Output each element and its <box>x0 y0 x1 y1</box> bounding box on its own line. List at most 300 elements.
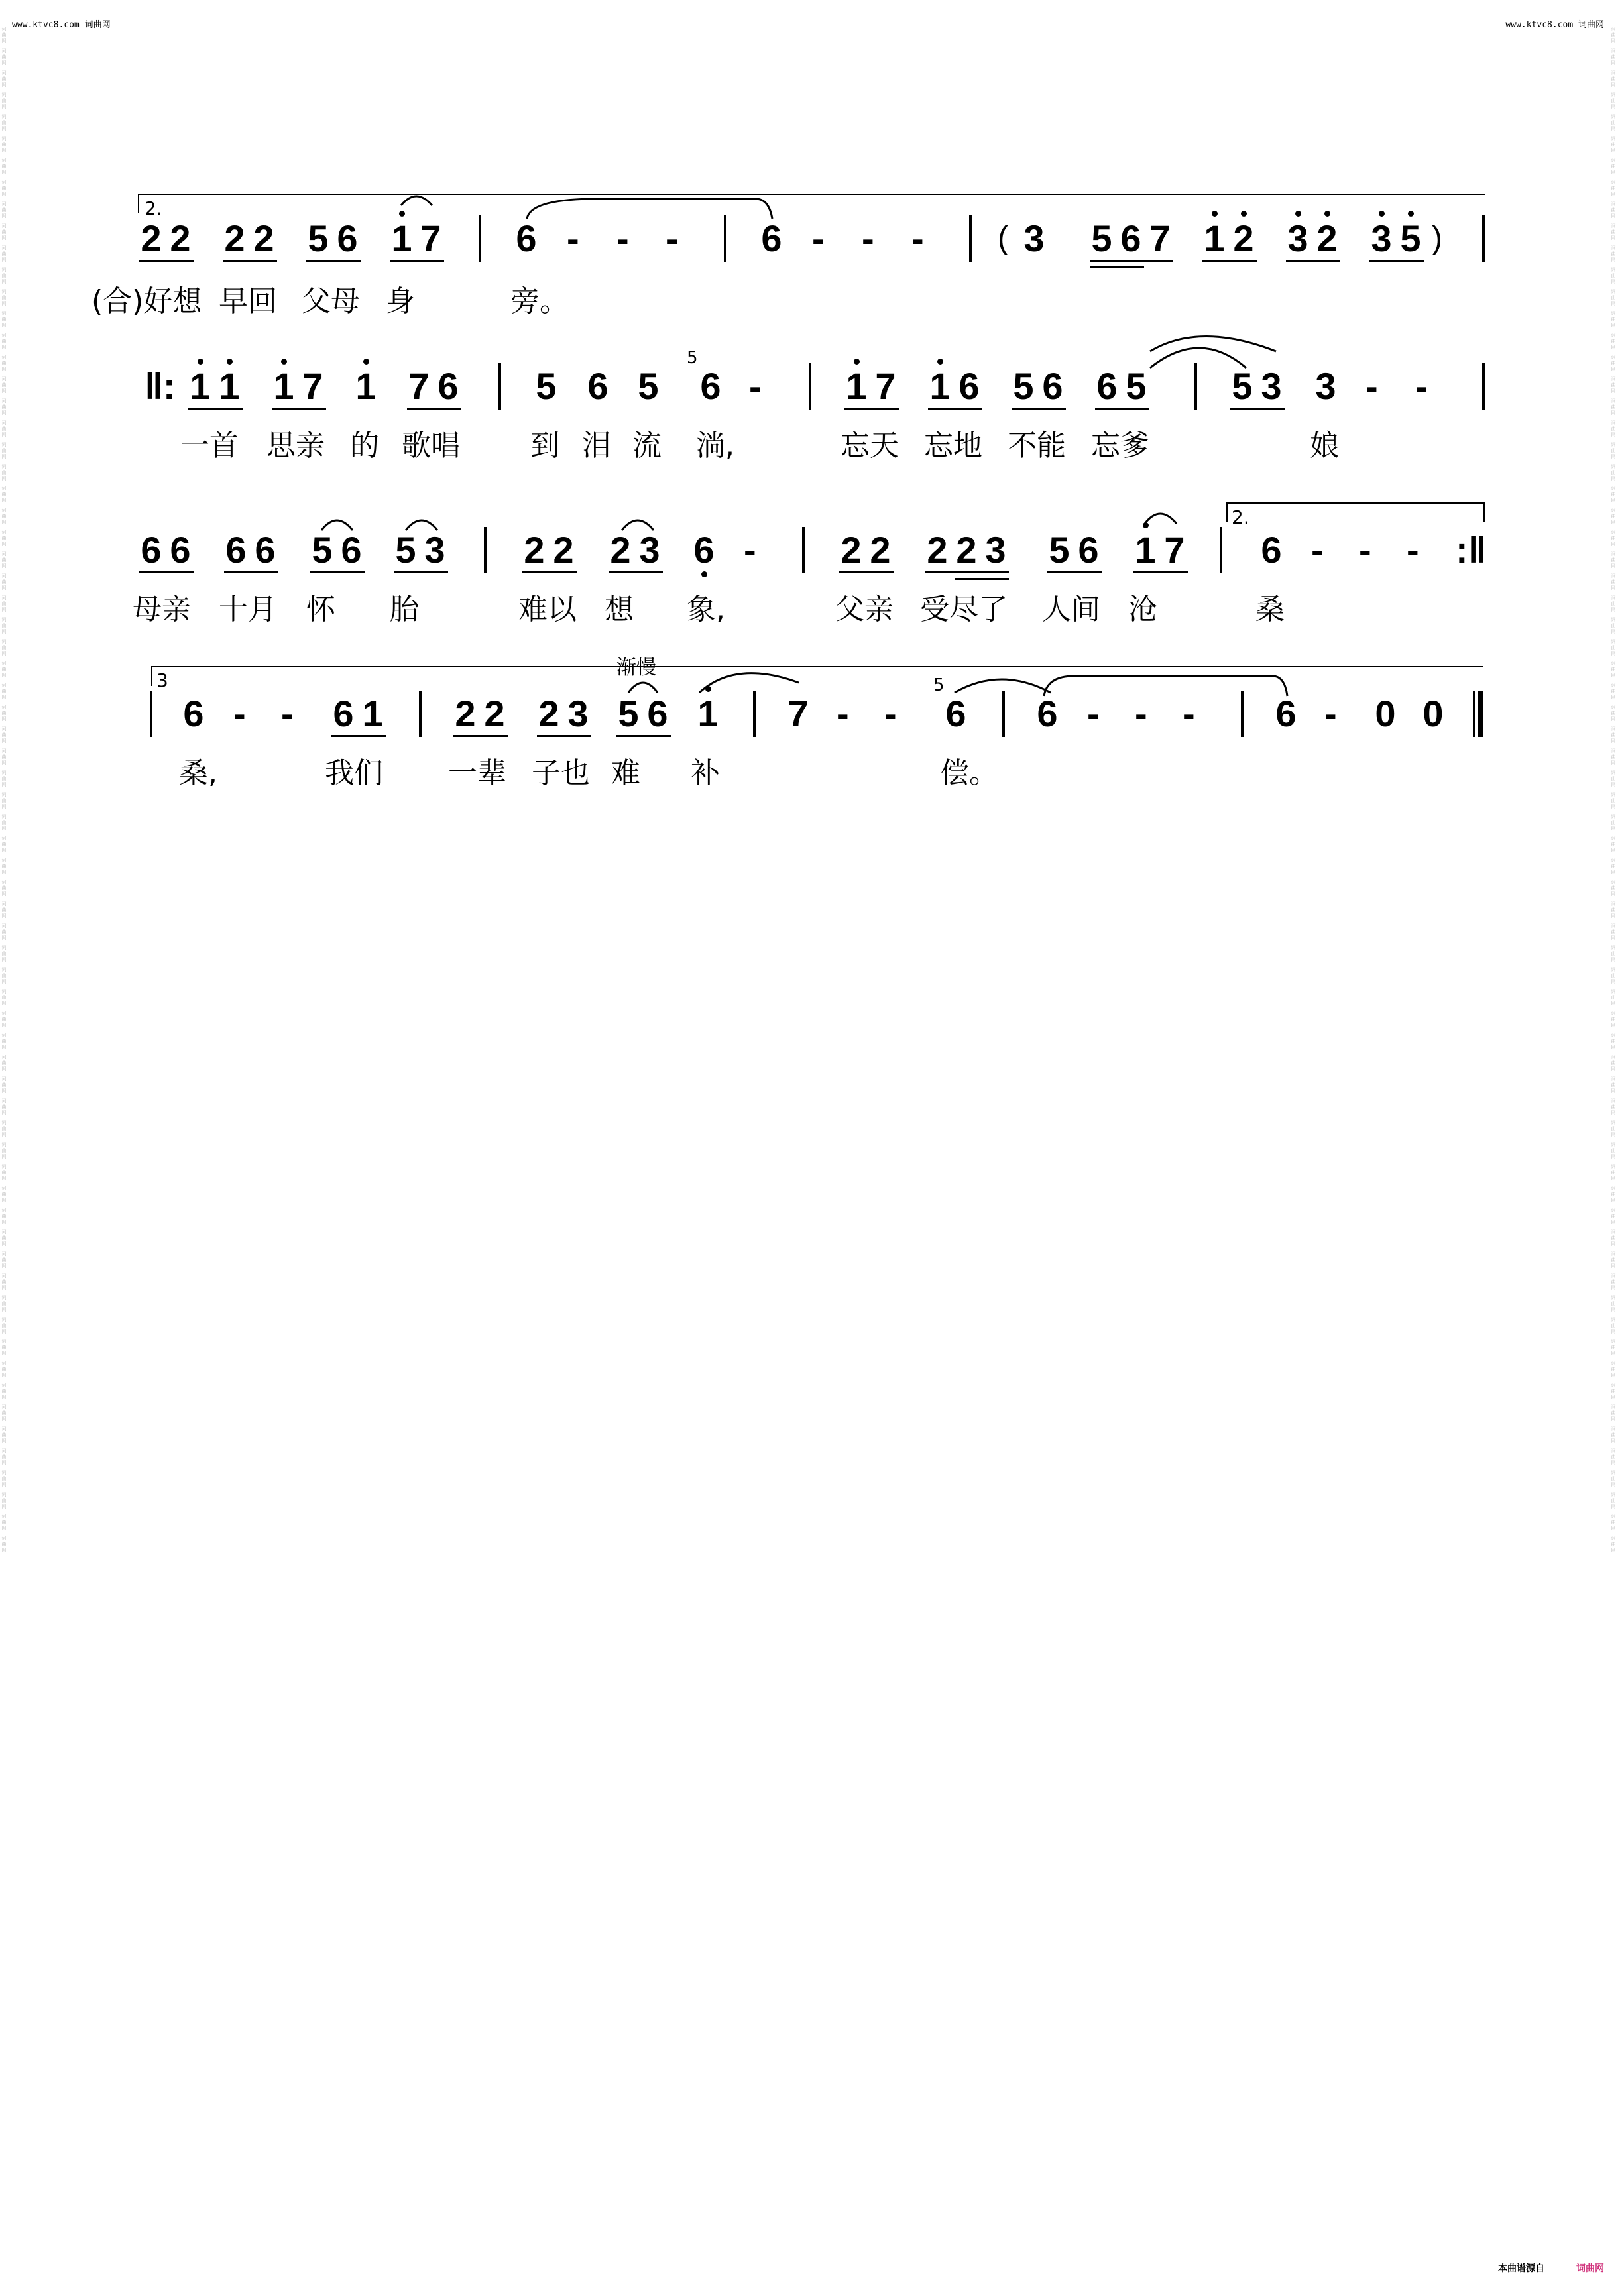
note: 6 <box>1275 693 1297 734</box>
dash: - <box>1407 529 1419 571</box>
high-octave-dot <box>227 359 233 365</box>
high-octave-dot <box>705 686 711 692</box>
side-watermark-mark: 词曲网 <box>1611 573 1616 591</box>
note: 3 <box>1371 217 1392 259</box>
side-watermark-mark: 词曲网 <box>1 1426 7 1444</box>
side-watermark-mark: 词曲网 <box>1 551 7 569</box>
side-watermark-mark: 词曲网 <box>1 792 7 809</box>
side-watermark-mark: 词曲网 <box>1 223 7 241</box>
lyric: 桑 <box>1255 593 1285 626</box>
side-watermark-mark: 词曲网 <box>1611 683 1616 700</box>
note: 6 <box>333 693 354 734</box>
lyric: 想 <box>605 593 634 626</box>
note: 7 <box>420 217 441 259</box>
side-watermark-mark: 词曲网 <box>1 1033 7 1050</box>
side-watermark-mark: 词曲网 <box>1 289 7 306</box>
side-watermark-mark: 词曲网 <box>1 1273 7 1290</box>
lyric: 娘 <box>1310 429 1339 463</box>
barline <box>1002 691 1005 737</box>
lyric: 我们 <box>325 756 383 790</box>
lyric: 怀 <box>306 593 335 626</box>
lyric: (合)好想 <box>91 284 202 318</box>
lyric: 歌唱 <box>402 429 460 463</box>
eighth-beam <box>1047 571 1102 573</box>
barline <box>498 363 501 410</box>
note: 3 <box>1261 365 1282 407</box>
side-watermark-mark: 词曲网 <box>1611 27 1616 44</box>
dash: - <box>567 217 579 259</box>
side-watermark-mark: 词曲网 <box>1 48 7 66</box>
side-watermark-mark: 词曲网 <box>1 464 7 481</box>
barline <box>479 215 481 262</box>
side-watermark-mark: 词曲网 <box>1611 1164 1616 1181</box>
grace-note: 5 <box>687 348 698 368</box>
side-watermark-mark: 词曲网 <box>1611 1404 1616 1422</box>
eighth-beam <box>139 260 194 262</box>
note: 7 <box>1164 529 1185 571</box>
barline <box>484 527 487 573</box>
lyric: 父母 <box>302 284 360 318</box>
note: 0 <box>1375 693 1396 734</box>
side-watermark-mark: 词曲网 <box>1611 420 1616 437</box>
lyric: 父亲 <box>835 593 894 626</box>
side-watermark-mark: 词曲网 <box>1 705 7 722</box>
side-watermark-mark: 词曲网 <box>1611 989 1616 1006</box>
dash: - <box>666 217 679 259</box>
high-octave-dot <box>937 359 943 365</box>
eighth-beam <box>522 571 577 573</box>
lyric: 难以 <box>518 593 577 626</box>
eighth-beam <box>1202 260 1257 262</box>
high-octave-dot <box>854 359 860 365</box>
side-watermark-mark: 词曲网 <box>1 311 7 328</box>
side-watermark-mark: 词曲网 <box>1 880 7 897</box>
side-watermark-mark: 词曲网 <box>1 1208 7 1225</box>
eighth-beam <box>223 260 277 262</box>
note: 7 <box>875 365 896 407</box>
lyric: 一辈 <box>448 756 506 790</box>
note: 3 <box>985 529 1006 571</box>
note: 5 <box>1013 365 1034 407</box>
note: 6 <box>958 365 980 407</box>
note: 5 <box>618 693 639 734</box>
high-octave-dot <box>363 359 369 365</box>
volta-bracket-2-system3 <box>1226 502 1485 522</box>
side-watermark-mark: 词曲网 <box>1611 333 1616 350</box>
side-watermark-mark: 词曲网 <box>1611 639 1616 656</box>
note: 6 <box>170 529 191 571</box>
eighth-beam <box>1369 260 1424 262</box>
note: 5 <box>1400 217 1421 259</box>
side-watermark-mark: 词曲网 <box>1611 508 1616 525</box>
high-octave-dot <box>1324 211 1330 217</box>
slur-7 <box>1145 514 1177 524</box>
side-watermark-mark: 词曲网 <box>1 201 7 219</box>
side-watermark-mark: 词曲网 <box>1 1361 7 1378</box>
sixteenth-beam <box>1090 266 1144 268</box>
side-watermark-mark: 词曲网 <box>1611 1120 1616 1137</box>
note: 2 <box>553 529 574 571</box>
eighth-beam <box>1133 571 1188 573</box>
dash: - <box>233 693 246 734</box>
note: 2 <box>1233 217 1254 259</box>
side-watermark-mark: 词曲网 <box>1611 1317 1616 1334</box>
lyric: 思亲 <box>266 429 325 463</box>
side-watermark-mark: 词曲网 <box>1611 748 1616 766</box>
note: 5 <box>312 529 333 571</box>
eighth-beam <box>1090 260 1173 262</box>
side-watermark-mark: 词曲网 <box>1 420 7 437</box>
dash: - <box>1311 529 1324 571</box>
side-watermark-mark: 词曲网 <box>1611 311 1616 328</box>
side-watermark-mark: 词曲网 <box>1 1404 7 1422</box>
barline <box>724 215 726 262</box>
note: 6 <box>700 365 721 407</box>
note: 7 <box>302 365 323 407</box>
footer-site-link[interactable]: 词曲网 <box>1576 2263 1604 2274</box>
side-watermark-mark: 词曲网 <box>1611 245 1616 262</box>
side-watermark-mark: 词曲网 <box>1611 792 1616 809</box>
side-watermark-mark: 词曲网 <box>1 1339 7 1356</box>
side-watermark-mark: 词曲网 <box>1611 595 1616 612</box>
side-watermark-mark: 词曲网 <box>1611 1426 1616 1444</box>
side-watermark-mark: 词曲网 <box>1 1536 7 1553</box>
side-watermark-mark: 词曲网 <box>1611 1514 1616 1531</box>
lyric: 不能 <box>1008 429 1066 463</box>
barline <box>1482 363 1485 410</box>
side-watermark-mark: 词曲网 <box>1611 814 1616 831</box>
note: 6 <box>437 365 459 407</box>
side-watermark-mark: 词曲网 <box>1611 267 1616 284</box>
eighth-beam <box>925 571 1009 573</box>
note: 6 <box>225 529 247 571</box>
sixteenth-beam <box>955 578 1009 580</box>
dash: - <box>1359 529 1371 571</box>
side-watermark-mark: 词曲网 <box>1611 705 1616 722</box>
eighth-beam <box>272 408 326 410</box>
side-watermark-mark: 词曲网 <box>1 683 7 700</box>
side-watermark-mark: 词曲网 <box>1611 1208 1616 1225</box>
side-watermark-mark: 词曲网 <box>1611 355 1616 372</box>
high-octave-dot <box>399 211 405 217</box>
volta-bracket-3-system4 <box>151 666 1483 686</box>
side-watermark-mark: 词曲网 <box>1 1514 7 1531</box>
side-watermark-mark: 词曲网 <box>1 1098 7 1115</box>
side-watermark-mark: 词曲网 <box>1611 530 1616 547</box>
lyric: 补 <box>691 756 720 790</box>
side-watermark-mark: 词曲网 <box>1 945 7 962</box>
side-watermark-mark: 词曲网 <box>1 967 7 984</box>
note: 1 <box>355 365 377 407</box>
note: 6 <box>1120 217 1141 259</box>
note: 1 <box>846 365 867 407</box>
high-octave-dot <box>1212 211 1218 217</box>
side-watermark-mark: 词曲网 <box>1 923 7 941</box>
note: 5 <box>1049 529 1070 571</box>
lyric: 身 <box>386 284 415 318</box>
lyric: 子也 <box>532 756 590 790</box>
note: 6 <box>183 693 204 734</box>
dash: - <box>862 217 874 259</box>
side-watermark-mark: 词曲网 <box>1611 1076 1616 1094</box>
side-watermark-mark: 词曲网 <box>1 639 7 656</box>
barline <box>1241 691 1244 737</box>
note: 2 <box>455 693 476 734</box>
side-watermark-right <box>1609 27 1617 2271</box>
side-watermark-mark: 词曲网 <box>1611 1055 1616 1072</box>
side-watermark-mark: 词曲网 <box>1611 1033 1616 1050</box>
lyric: 到 <box>530 429 559 463</box>
note: 1 <box>1204 217 1225 259</box>
side-watermark-mark: 词曲网 <box>1 245 7 262</box>
side-watermark-mark: 词曲网 <box>1 836 7 853</box>
side-watermark-mark: 词曲网 <box>1 1251 7 1269</box>
dash: - <box>837 693 849 734</box>
side-watermark-mark: 词曲网 <box>1611 376 1616 394</box>
side-watermark-mark: 词曲网 <box>1611 442 1616 459</box>
side-watermark-mark: 词曲网 <box>1611 1229 1616 1247</box>
side-watermark-mark: 词曲网 <box>1 70 7 87</box>
barline <box>1194 363 1197 410</box>
barline <box>802 527 805 573</box>
side-watermark-mark: 词曲网 <box>1611 92 1616 109</box>
note: 6 <box>693 529 715 571</box>
side-watermark-mark: 词曲网 <box>1 1055 7 1072</box>
note: 1 <box>1135 529 1156 571</box>
side-watermark-mark: 词曲网 <box>1611 880 1616 897</box>
side-watermark-mark: 词曲网 <box>1 486 7 503</box>
note: 5 <box>1126 365 1147 407</box>
note: 2 <box>253 217 274 259</box>
barline <box>969 215 972 262</box>
eighth-beam <box>407 408 461 410</box>
header-site-left: www.ktvc8.com 词曲网 <box>12 20 111 30</box>
side-watermark-mark: 词曲网 <box>1 1142 7 1159</box>
note: 5 <box>1091 217 1112 259</box>
note: 2 <box>224 217 245 259</box>
lyric: 人间 <box>1042 593 1100 626</box>
side-watermark-mark: 词曲网 <box>1 27 7 44</box>
note: 3 <box>639 529 660 571</box>
note: 3 <box>567 693 589 734</box>
note: 5 <box>1232 365 1253 407</box>
side-watermark-mark: 词曲网 <box>1 442 7 459</box>
side-watermark-left <box>0 27 8 2271</box>
lyric: 早回 <box>219 284 277 318</box>
note: 7 <box>787 693 809 734</box>
note: 5 <box>536 365 557 407</box>
side-watermark-mark: 词曲网 <box>1611 114 1616 131</box>
lyric: 泪 <box>582 429 611 463</box>
lyric: 受尽了 <box>920 593 1008 626</box>
high-octave-dot <box>1143 522 1149 528</box>
note: 6 <box>1078 529 1099 571</box>
eighth-beam <box>1095 408 1149 410</box>
lyric: 胎 <box>390 593 419 626</box>
dash: - <box>884 693 897 734</box>
note: 6 <box>647 693 668 734</box>
volta-label-2: 2. <box>1232 506 1249 528</box>
side-watermark-mark: 词曲网 <box>1611 1251 1616 1269</box>
side-watermark-mark: 词曲网 <box>1611 48 1616 66</box>
side-watermark-mark: 词曲网 <box>1611 223 1616 241</box>
high-octave-dot <box>198 359 203 365</box>
header-site-right: www.ktvc8.com 词曲网 <box>1505 20 1604 30</box>
note: 6 <box>945 693 966 734</box>
side-watermark-mark: 词曲网 <box>1 180 7 197</box>
side-watermark-mark: 词曲网 <box>1 376 7 394</box>
note: 6 <box>337 217 358 259</box>
eighth-beam <box>609 571 663 573</box>
side-watermark-mark: 词曲网 <box>1 508 7 525</box>
note: 2 <box>141 217 162 259</box>
lyric: 难 <box>611 756 640 790</box>
barline <box>1482 215 1485 262</box>
side-watermark-mark: 词曲网 <box>1611 1448 1616 1465</box>
side-watermark-mark: 词曲网 <box>1611 158 1616 175</box>
note: 2 <box>538 693 559 734</box>
side-watermark-mark: 词曲网 <box>1 355 7 372</box>
lyric: 偿。 <box>940 756 998 790</box>
eighth-beam <box>331 735 386 737</box>
side-watermark-mark: 词曲网 <box>1 770 7 787</box>
note: 6 <box>516 217 537 259</box>
side-watermark-mark: 词曲网 <box>1 1186 7 1203</box>
dash: - <box>812 217 825 259</box>
repeat-start: ‖: <box>145 365 176 407</box>
footer-source-label: 本曲谱源自 <box>1498 2263 1544 2274</box>
volta-label-3: 3 <box>156 669 168 691</box>
lyric: 流 <box>632 429 662 463</box>
side-watermark-mark: 词曲网 <box>1611 464 1616 481</box>
side-watermark-mark: 词曲网 <box>1611 1361 1616 1378</box>
note: 2 <box>956 529 977 571</box>
eighth-beam <box>537 735 591 737</box>
side-watermark-mark: 词曲网 <box>1 114 7 131</box>
high-octave-dot <box>1408 211 1414 217</box>
note: 5 <box>638 365 659 407</box>
note: 2 <box>524 529 545 571</box>
side-watermark-mark: 词曲网 <box>1611 770 1616 787</box>
dash: - <box>281 693 294 734</box>
note: 3 <box>1287 217 1308 259</box>
note: 2 <box>870 529 891 571</box>
lyric: 十月 <box>219 593 277 626</box>
dash: - <box>616 217 629 259</box>
high-octave-dot <box>1241 211 1247 217</box>
dash: - <box>1415 365 1428 407</box>
side-watermark-mark: 词曲网 <box>1 726 7 744</box>
note: 7 <box>408 365 430 407</box>
note: 6 <box>1037 693 1058 734</box>
eighth-beam <box>390 260 444 262</box>
side-watermark-mark: 词曲网 <box>1611 1295 1616 1312</box>
slur-3 <box>1150 337 1276 352</box>
side-watermark-mark: 词曲网 <box>1611 1142 1616 1159</box>
dash: - <box>911 217 924 259</box>
high-octave-dot <box>1295 211 1301 217</box>
note: 0 <box>1422 693 1444 734</box>
side-watermark-mark: 词曲网 <box>1611 398 1616 416</box>
side-watermark-mark: 词曲网 <box>1 92 7 109</box>
eighth-beam <box>310 571 365 573</box>
side-watermark-mark: 词曲网 <box>1611 1186 1616 1203</box>
note: 1 <box>219 365 240 407</box>
eighth-beam <box>394 571 448 573</box>
side-watermark-mark: 词曲网 <box>1611 923 1616 941</box>
note: 6 <box>255 529 276 571</box>
side-watermark-mark: 词曲网 <box>1611 180 1616 197</box>
side-watermark-mark: 词曲网 <box>1611 486 1616 503</box>
dash: - <box>744 529 756 571</box>
note: 2 <box>841 529 862 571</box>
side-watermark-mark: 词曲网 <box>1611 1098 1616 1115</box>
note: 1 <box>362 693 383 734</box>
grace-note: 5 <box>933 675 945 695</box>
side-watermark-mark: 词曲网 <box>1611 945 1616 962</box>
side-watermark-mark: 词曲网 <box>1 158 7 175</box>
dash: - <box>749 365 762 407</box>
side-watermark-mark: 词曲网 <box>1611 1470 1616 1487</box>
side-watermark-mark: 词曲网 <box>1 136 7 153</box>
note: 3 <box>1315 365 1336 407</box>
side-watermark-mark: 词曲网 <box>1611 967 1616 984</box>
side-watermark-mark: 词曲网 <box>1 1164 7 1181</box>
side-watermark-mark: 词曲网 <box>1 1317 7 1334</box>
eighth-beam <box>224 571 278 573</box>
eighth-beam <box>1230 408 1285 410</box>
lyric: 沧 <box>1128 593 1157 626</box>
side-watermark-mark: 词曲网 <box>1611 1273 1616 1290</box>
dash: - <box>1183 693 1195 734</box>
note: 2 <box>610 529 631 571</box>
side-watermark-mark: 词曲网 <box>1 661 7 678</box>
note: 2 <box>927 529 948 571</box>
note: 3 <box>424 529 445 571</box>
note: 1 <box>697 693 719 734</box>
volta-label-1: 2. <box>145 198 162 219</box>
close-paren: ) <box>1432 221 1442 256</box>
side-watermark-mark: 词曲网 <box>1611 901 1616 919</box>
eighth-beam <box>188 408 243 410</box>
side-watermark-mark: 词曲网 <box>1 1076 7 1094</box>
lyric: 忘爹 <box>1091 429 1149 463</box>
side-watermark-mark: 词曲网 <box>1 814 7 831</box>
side-watermark-mark: 词曲网 <box>1611 1383 1616 1400</box>
note: 5 <box>395 529 416 571</box>
note: 6 <box>341 529 362 571</box>
side-watermark-mark: 词曲网 <box>1 1120 7 1137</box>
side-watermark-mark: 词曲网 <box>1 1383 7 1400</box>
note: 6 <box>587 365 609 407</box>
side-watermark-mark: 词曲网 <box>1 595 7 612</box>
eighth-beam <box>1012 408 1066 410</box>
lyric: 母亲 <box>133 593 191 626</box>
note: 1 <box>391 217 412 259</box>
lyric: 桑, <box>179 756 217 790</box>
note: 6 <box>1261 529 1282 571</box>
note: 2 <box>484 693 505 734</box>
barline <box>809 363 811 410</box>
high-octave-dot <box>281 359 287 365</box>
note: 1 <box>273 365 294 407</box>
high-octave-dot <box>1379 211 1385 217</box>
eighth-beam <box>844 408 899 410</box>
eighth-beam <box>306 260 361 262</box>
side-watermark-mark: 词曲网 <box>1 573 7 591</box>
eighth-beam <box>453 735 508 737</box>
side-watermark-mark: 词曲网 <box>1611 289 1616 306</box>
